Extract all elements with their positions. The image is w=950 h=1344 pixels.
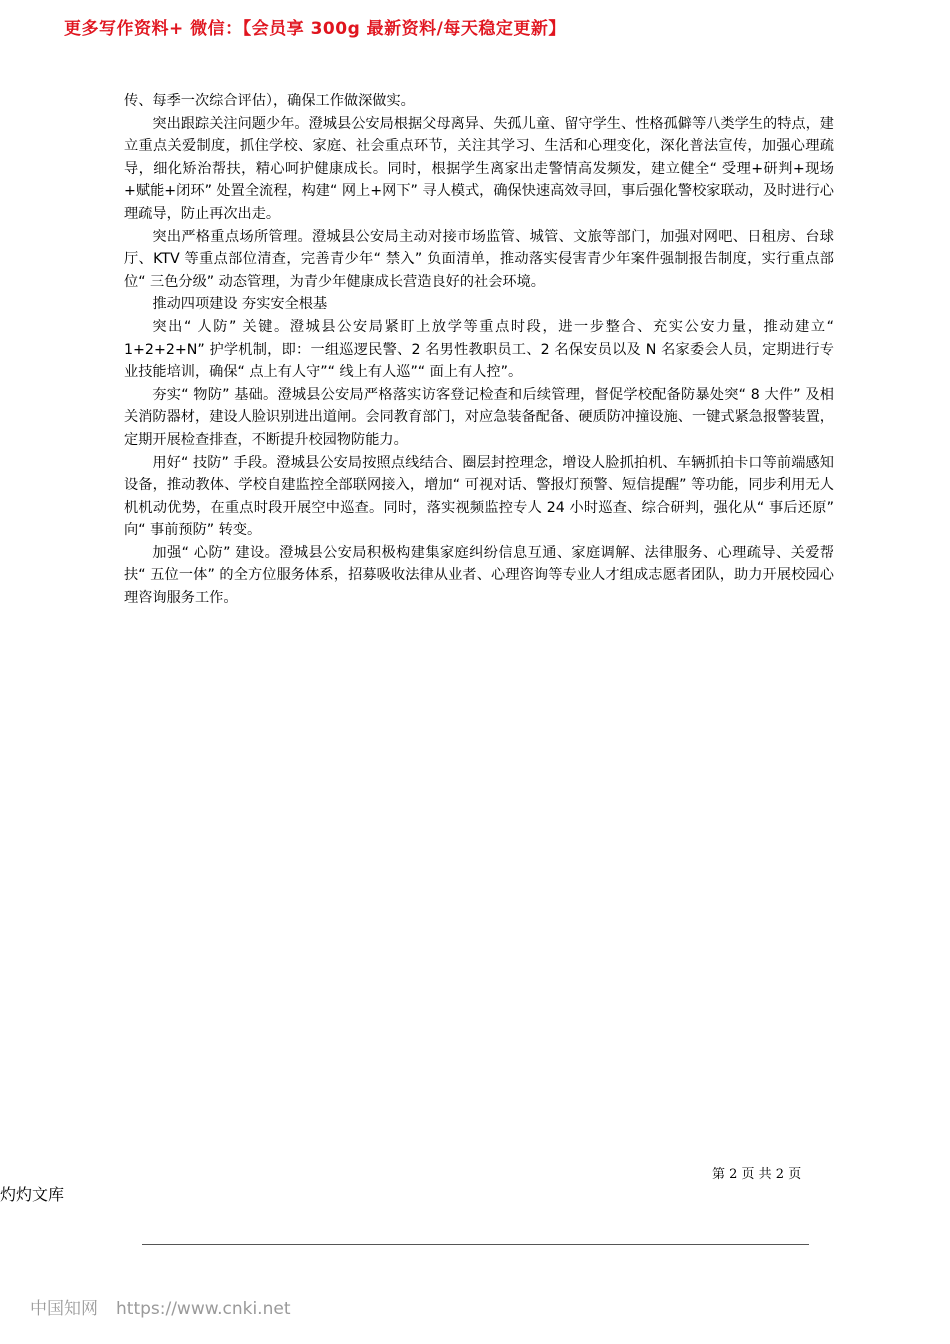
- paragraph-psychological-defense: 加强“ 心防” 建设。澄城县公安局积极构建集家庭纠纷信息互通、家庭调解、法律服务、心理疏导、关爱帮扶“ 五位一体” 的全方位服务体系，招募吸收法律从业者、心理咨询等专业人才组成志愿者团队，助力开展校园心理咨询服务工作。: [124, 544, 834, 607]
- paragraph-physical-defense: 夯实“ 物防” 基础。澄城县公安局严格落实访客登记检查和后续管理，督促学校配备防暴处突“ 8 大件” 及相关消防器材，建设人脸识别进出道闸。会同教育部门，对应急装备配备、硬质防冲撞设施、一键式紧急报警装置，定期开展检查排查，不断提升校园物防能力。: [124, 386, 834, 448]
- document-body: [124, 90, 834, 610]
- watermark-url: https://www.cnki.net: [116, 1299, 291, 1319]
- library-name: 灼灼文库: [0, 1185, 65, 1204]
- paragraph-continuation: 传、每季一次综合评估），确保工作做深做实。: [124, 93, 415, 109]
- footer-divider: [142, 1244, 809, 1245]
- section-heading: 推动四项建设 夯实安全根基: [152, 296, 328, 313]
- page-number: 第 2 页 共 2 页: [712, 1167, 802, 1182]
- paragraph-problem-youth: 突出跟踪关注问题少年。澄城县公安局根据父母离异、失孤儿童、留守学生、性格孤僻等八类学生的特点，建立重点关爱制度，抓住学校、家庭、社会重点环节，关注其学习、生活和心理变化，深化普法宣传，加强心理疏导，细化矫治帮扶，精心呵护健康成长。同时，根据学生离家出走警情高发频发，建立健全“ 受理+研判+现场+赋能+闭环” 处置全流程，构建“ 网上+网下” 寻人模式，确保快速高效寻回，事后强化警校家联动，及时进行心理疏导，防止再次出走。: [124, 115, 834, 222]
- paragraph-personnel-defense: 突出“ 人防” 关键。澄城县公安局紧盯上放学等重点时段，进一步整合、充实公安力量，推动建立“ 1+2+2+N” 护学机制，即：一组巡逻民警、2 名男性教职员工、2 名保安员以及 N 名家委会人员，定期进行专业技能培训，确保“ 点上有人守”“ 线上有人巡”“ 面上有人控”。: [124, 318, 834, 381]
- promo-banner: 更多写作资料+ 微信：【会员享 300g 最新资料/每天稳定更新】: [64, 19, 566, 39]
- watermark: [30, 1294, 290, 1319]
- paragraph-key-venues: 突出严格重点场所管理。澄城县公安局主动对接市场监管、城管、文旅等部门，加强对网吧、日租房、台球厅、KTV 等重点部位清查，完善青少年“ 禁入” 负面清单，推动落实侵害青少年案件强制报告制度，实行重点部位“ 三色分级” 动态管理，为青少年健康成长营造良好的社会环境。: [124, 228, 834, 290]
- watermark-site-name: 中国知网: [30, 1299, 98, 1319]
- paragraph-technical-defense: 用好“ 技防” 手段。澄城县公安局按照点线结合、圈层封控理念，增设人脸抓拍机、车辆抓拍卡口等前端感知设备，推动教体、学校自建监控全部联网接入，增加“ 可视对话、警报灯预警、短信提醒” 等功能，同步利用无人机机动优势，在重点时段开展空中巡查。同时，落实视频监控专人 24 小时巡查、综合研判，强化从“ 事后还原” 向“ 事前预防” 转变。: [124, 454, 834, 539]
